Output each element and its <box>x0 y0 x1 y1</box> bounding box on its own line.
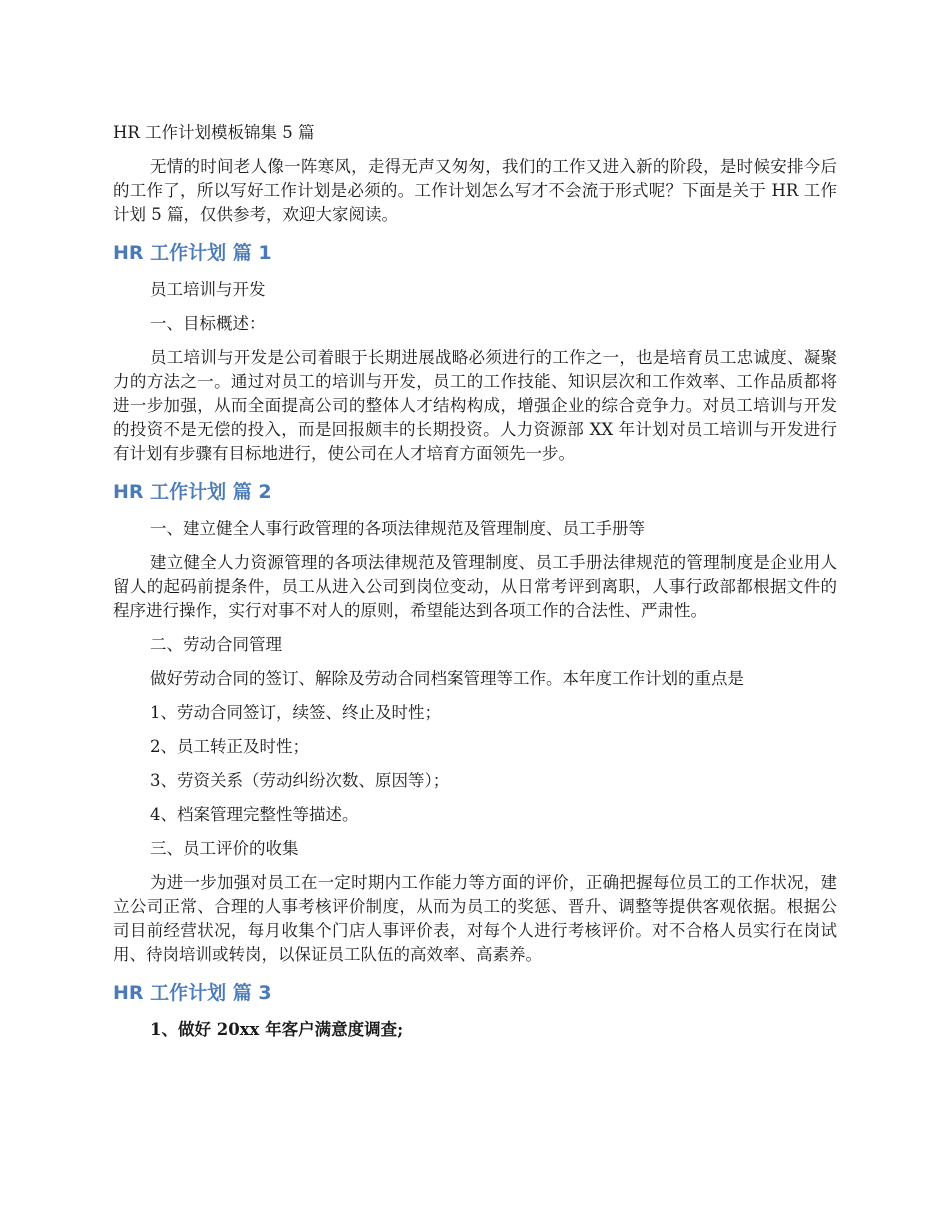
section-heading-2: HR 工作计划 篇 2 <box>113 481 272 503</box>
paragraph: 为进一步加强对员工在一定时期内工作能力等方面的评价，正确把握每位员工的工作状况，建立公司正常、合理的人事考核评价制度，从而为员工的奖惩、晋升、调整等提供客观依据。根据公司目前经营状况，每月收集个门店人事评价表，对每个人进行考核评价。对不合格人员实行在岗试用、待岗培训或转岗，以保证员工队伍的高效率、高素养。 <box>113 873 837 964</box>
list-item: 1、劳动合同签订，续签、终止及时性； <box>150 703 441 722</box>
section-heading-3: HR 工作计划 篇 3 <box>113 982 272 1004</box>
list-item: 1、做好 20xx 年客户满意度调查; <box>150 1020 404 1039</box>
document-title: HR 工作计划模板锦集 5 篇 <box>113 123 315 142</box>
intro-paragraph: 无情的时间老人像一阵寒风，走得无声又匆匆，我们的工作又进入新的阶段，是时候安排今后的工作了，所以写好工作计划是必须的。工作计划怎么写才不会流于形式呢？下面是关于 HR 工作计划 5 篇，仅供参考，欢迎大家阅读。 <box>113 157 837 224</box>
paragraph: 员工培训与开发 <box>150 280 266 299</box>
paragraph: 一、建立健全人事行政管理的各项法律规范及管理制度、员工手册等 <box>150 519 645 538</box>
paragraph: 建立健全人力资源管理的各项法律规范及管理制度、员工手册法律规范的管理制度是企业用人留人的起码前提条件，员工从进入公司到岗位变动，从日常考评到离职，人事行政部都根据文件的程序进行操作，实行对事不对人的原则，希望能达到各项工作的合法性、严肃性。 <box>113 553 837 620</box>
paragraph: 做好劳动合同的签订、解除及劳动合同档案管理等工作。本年度工作计划的重点是 <box>150 669 744 688</box>
list-item: 2、员工转正及时性； <box>150 737 309 756</box>
section-heading-1: HR 工作计划 篇 1 <box>113 242 272 264</box>
paragraph: 二、劳动合同管理 <box>150 635 282 654</box>
paragraph: 一、目标概述： <box>150 314 266 333</box>
list-item: 4、档案管理完整性等描述。 <box>150 805 359 824</box>
paragraph: 三、员工评价的收集 <box>150 839 299 858</box>
list-item: 3、劳资关系（劳动纠纷次数、原因等）； <box>150 771 450 790</box>
paragraph: 员工培训与开发是公司着眼于长期进展战略必须进行的工作之一，也是培育员工忠诚度、凝聚力的方法之一。通过对员工的培训与开发，员工的工作技能、知识层次和工作效率、工作品质都将进一步加强，从而全面提高公司的整体人才结构构成，增强企业的综合竞争力。对员工培训与开发的投资不是无偿的投入，而是回报颇丰的长期投资。人力资源部 XX 年计划对员工培训与开发进行有计划有步骤有目标地进行，使公司在人才培育方面领先一步。 <box>113 348 837 463</box>
